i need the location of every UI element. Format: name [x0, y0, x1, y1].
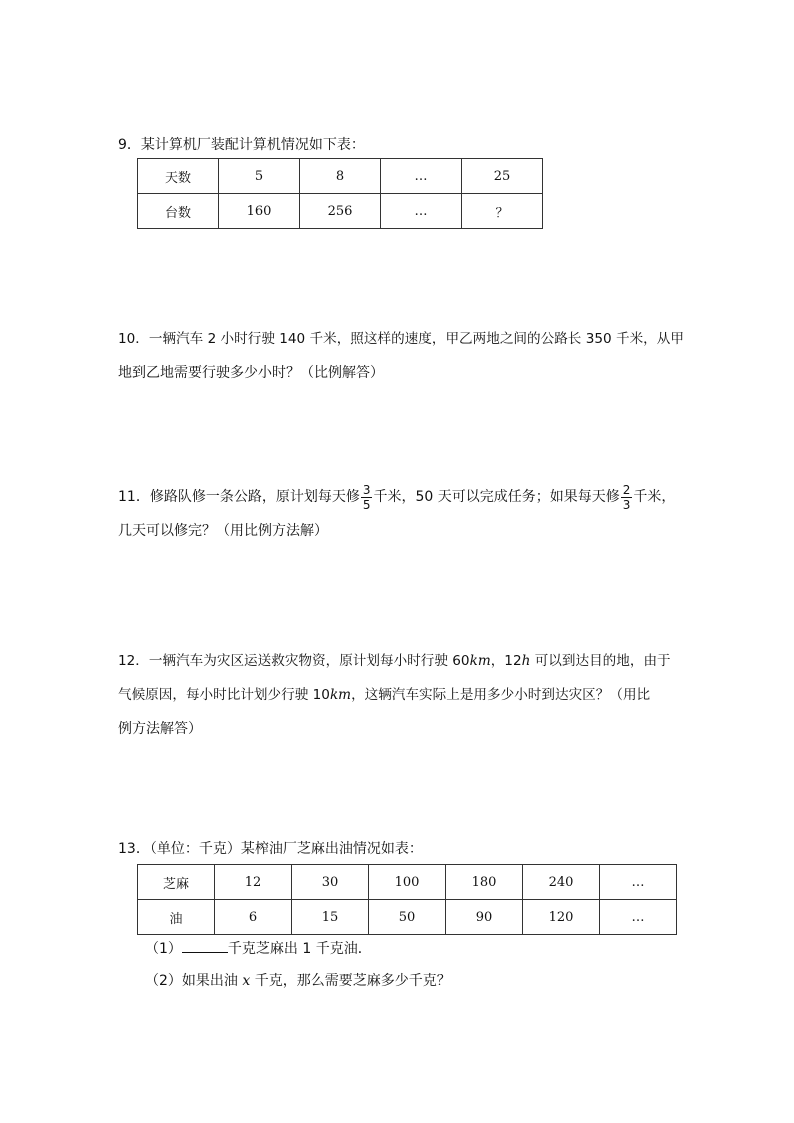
fraction-denominator: 3: [622, 497, 631, 512]
question-11-text: 千米，50 天可以完成任务；如果每天修: [373, 489, 620, 505]
fraction: [361, 484, 373, 511]
table-cell: 240: [523, 865, 600, 900]
question-10-line-1: 10．一辆汽车 2 小时行驶 140 千米，照这样的速度，甲乙两地之间的公路长 350 千米，从甲: [118, 331, 684, 347]
table-cell: 90: [446, 900, 523, 935]
sub-question-number: （1）: [145, 941, 182, 957]
question-10-line-2: 地到乙地需要行驶多少小时？（比例解答）: [118, 365, 384, 381]
question-12-text: ，这辆汽车实际上是用多少小时到达灾区？（用比: [351, 687, 651, 703]
question-12-text: 可以到达目的地，由于: [530, 653, 671, 669]
table-cell: 100: [369, 865, 446, 900]
question-11-text: 11．修路队修一条公路，原计划每天修: [118, 489, 360, 505]
table-cell: 256: [300, 194, 381, 229]
sub-question-text: 千克芝麻出 1 千克油．: [227, 941, 372, 957]
question-12-line-2: [118, 678, 678, 712]
table-cell: …: [381, 159, 462, 194]
table-cell: ？: [462, 194, 543, 229]
variable: x: [242, 973, 251, 989]
question-11-line-2: 几天可以修完？（用比例方法解）: [118, 523, 328, 539]
question-12-text: 气候原因，每小时比计划少行驶 10: [118, 687, 330, 703]
question-11: [118, 480, 678, 548]
table-cell: …: [381, 194, 462, 229]
question-12: [118, 644, 678, 746]
question-12-text: 12．一辆汽车为灾区运送救灾物资，原计划每小时行驶 60: [118, 653, 470, 669]
table-cell: 30: [292, 865, 369, 900]
table-cell: 180: [446, 865, 523, 900]
table-cell: 8: [300, 159, 381, 194]
question-13-table: [137, 864, 677, 935]
fraction-numerator: 3: [362, 482, 371, 497]
table-cell: 15: [292, 900, 369, 935]
table-cell: …: [600, 865, 677, 900]
table-cell: 油: [138, 900, 215, 935]
table-cell: 120: [523, 900, 600, 935]
table-cell: 天数: [138, 159, 219, 194]
answer-blank[interactable]: [182, 938, 228, 953]
sub-question-text: 千克，那么需要芝麻多少千克？: [250, 973, 451, 989]
table-cell: 160: [219, 194, 300, 229]
table-cell: …: [600, 900, 677, 935]
fraction-numerator: 2: [622, 482, 631, 497]
unit: h: [521, 653, 531, 669]
fraction-denominator: 5: [362, 497, 371, 512]
question-9-text: 9．某计算机厂装配计算机情况如下表：: [118, 137, 365, 153]
question-12-text: ，12: [490, 653, 522, 669]
question-13-text: 13．（单位：千克）某榨油厂芝麻出油情况如表：: [118, 841, 423, 857]
fraction: [621, 484, 633, 511]
sub-question-text: （2）如果出油: [145, 973, 243, 989]
question-12-line-3: 例方法解答）: [118, 721, 202, 737]
question-11-line-1: [118, 480, 678, 514]
table-cell: 25: [462, 159, 543, 194]
question-11-text: 千米，: [633, 489, 676, 505]
unit: km: [329, 687, 352, 703]
question-13-sub-1: [145, 934, 372, 964]
table-cell: 6: [215, 900, 292, 935]
question-13-sub-2: [145, 966, 451, 996]
table-cell: 12: [215, 865, 292, 900]
table-cell: 50: [369, 900, 446, 935]
question-9-table: [137, 158, 543, 229]
question-10: [118, 322, 684, 390]
unit: km: [469, 653, 491, 669]
table-cell: 台数: [138, 194, 219, 229]
table-cell: 芝麻: [138, 865, 215, 900]
table-cell: 5: [219, 159, 300, 194]
question-12-line-1: [118, 644, 678, 678]
